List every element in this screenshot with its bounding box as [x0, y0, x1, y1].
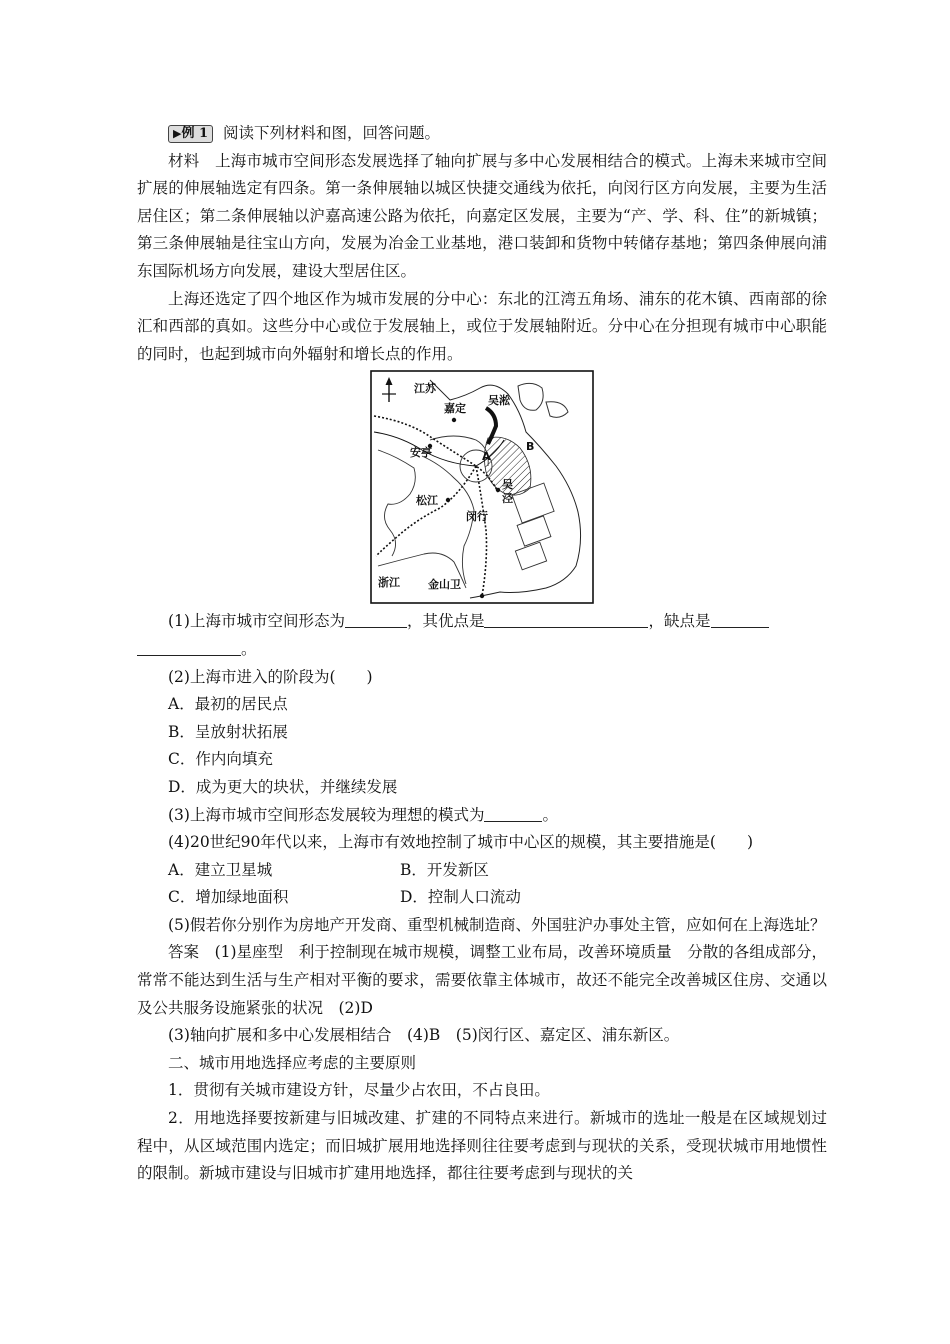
q2-option-d: D．成为更大的块状，并继续发展 — [168, 777, 398, 796]
q1-mid-2: ，缺点是 — [648, 612, 711, 631]
shanghai-map — [370, 370, 594, 604]
answer-blank[interactable] — [137, 641, 241, 656]
q1-end: 。 — [241, 639, 257, 658]
section-2-title: 二、城市用地选择应考虑的主要原则 — [168, 1053, 417, 1072]
map-label-wujing-1: 吴 — [502, 478, 513, 492]
map-label-zhejiang: 浙江 — [378, 576, 400, 590]
q4-option-c: C．增加绿地面积 — [168, 888, 289, 907]
example-intro — [137, 120, 827, 148]
answer-blank[interactable] — [484, 613, 648, 628]
map-label-a: A — [482, 450, 491, 464]
map-label-jiangsu: 江苏 — [414, 382, 436, 396]
map-label-wujing-2: 泾 — [502, 492, 513, 506]
map-label-songjiang: 松江 — [416, 494, 438, 508]
example-tag-label: 例 1 — [181, 126, 209, 141]
example-tag — [168, 125, 213, 143]
question-3 — [137, 802, 827, 830]
q4-option-a: A．建立卫星城 — [168, 860, 273, 879]
q4-options-row-1 — [137, 857, 827, 885]
answer-paragraph-1: 答案 (1)星座型 利于控制现在城市规模，调整工业布局，改善环境质量 分散的各组成部分，常常不能达到生活与生产相对平衡的要求，需要依靠主体城市，故还不能完全改善城区住房、交通以及公共服务设施紧张的状况 (2)D — [137, 943, 827, 1017]
section-2-item-2: 2．用地选择要按新建与旧城改建、扩建的不同特点来进行。新城市的选址一般是在区域规划过程中，从区域范围内选定；而旧城扩展用地选择则往往要考虑到与现状的关系，受现状城市用地惯性的限制。新城市建设与旧城市扩建用地选择，都往往要考虑到与现状的关 — [137, 1109, 827, 1183]
map-label-minhang: 闵行 — [466, 510, 488, 524]
material-paragraph-1: 材料 上海市城市空间形态发展选择了轴向扩展与多中心发展相结合的模式。上海未来城市空间扩展的伸展轴选定有四条。第一条伸展轴以城区快捷交通线为依托，向闵行区方向发展，主要为生活居住区；第二条伸展轴以沪嘉高速公路为依托，向嘉定区发展，主要为“产、学、科、住”的新城镇；第三条伸展轴是往宝山方向，发展为冶金工业基地，港口装卸和货物中转储存基地；第四条伸展向浦东国际机场方向发展，建设大型居住区。 — [137, 151, 827, 280]
map-figure — [137, 370, 827, 604]
material-paragraph-2: 上海还选定了四个地区作为城市发展的分中心：东北的江湾五角场、浦东的花木镇、西南部的徐汇和西部的真如。这些分中心或位于发展轴上，或位于发展轴附近。分中心在分担现有城市中心职能的同时，也起到城市向外辐射和增长点的作用。 — [137, 289, 827, 363]
q1-prefix: (1)上海市城市空间形态为 — [168, 612, 345, 631]
document-page — [137, 120, 827, 1188]
answer-blank[interactable] — [484, 807, 542, 822]
q2-option-c: C．作内向填充 — [168, 750, 273, 769]
q4-options-row-2 — [137, 884, 827, 912]
map-label-jinshanwei: 金山卫 — [428, 578, 461, 592]
q1-mid-1: ，其优点是 — [406, 612, 485, 631]
answer-blank[interactable] — [711, 613, 769, 628]
question-2: (2)上海市进入的阶段为( ) — [168, 667, 373, 686]
question-1 — [137, 608, 827, 663]
section-2-item-1: 1．贯彻有关城市建设方针，尽量少占农田，不占良田。 — [168, 1081, 550, 1100]
question-5: (5)假若你分别作为房地产开发商、重型机械制造商、外国驻沪办事处主管，应如何在上海选址？ — [168, 915, 826, 934]
q4-option-b: B．开发新区 — [400, 860, 489, 879]
q3-prefix: (3)上海市城市空间形态发展较为理想的模式为 — [168, 805, 485, 824]
map-label-wusong: 吴淞 — [488, 394, 510, 408]
q2-option-b: B．呈放射状拓展 — [168, 722, 288, 741]
play-icon: ▶ — [173, 127, 182, 140]
q2-option-a: A．最初的居民点 — [168, 695, 288, 714]
q4-option-d: D．控制人口流动 — [400, 888, 521, 907]
answer-paragraph-2: (3)轴向扩展和多中心发展相结合 (4)B (5)闵行区、嘉定区、浦东新区。 — [168, 1026, 680, 1045]
answer-blank[interactable] — [345, 613, 407, 628]
map-label-anting: 安亭 — [410, 446, 432, 460]
example-intro-text: 阅读下列材料和图，回答问题。 — [223, 124, 441, 142]
map-label-b: B — [526, 440, 535, 454]
map-label-jiading: 嘉定 — [444, 402, 466, 416]
question-4: (4)20世纪90年代以来，上海市有效地控制了城市中心区的规模，其主要措施是( ) — [168, 833, 753, 852]
q3-end: 。 — [542, 805, 558, 824]
